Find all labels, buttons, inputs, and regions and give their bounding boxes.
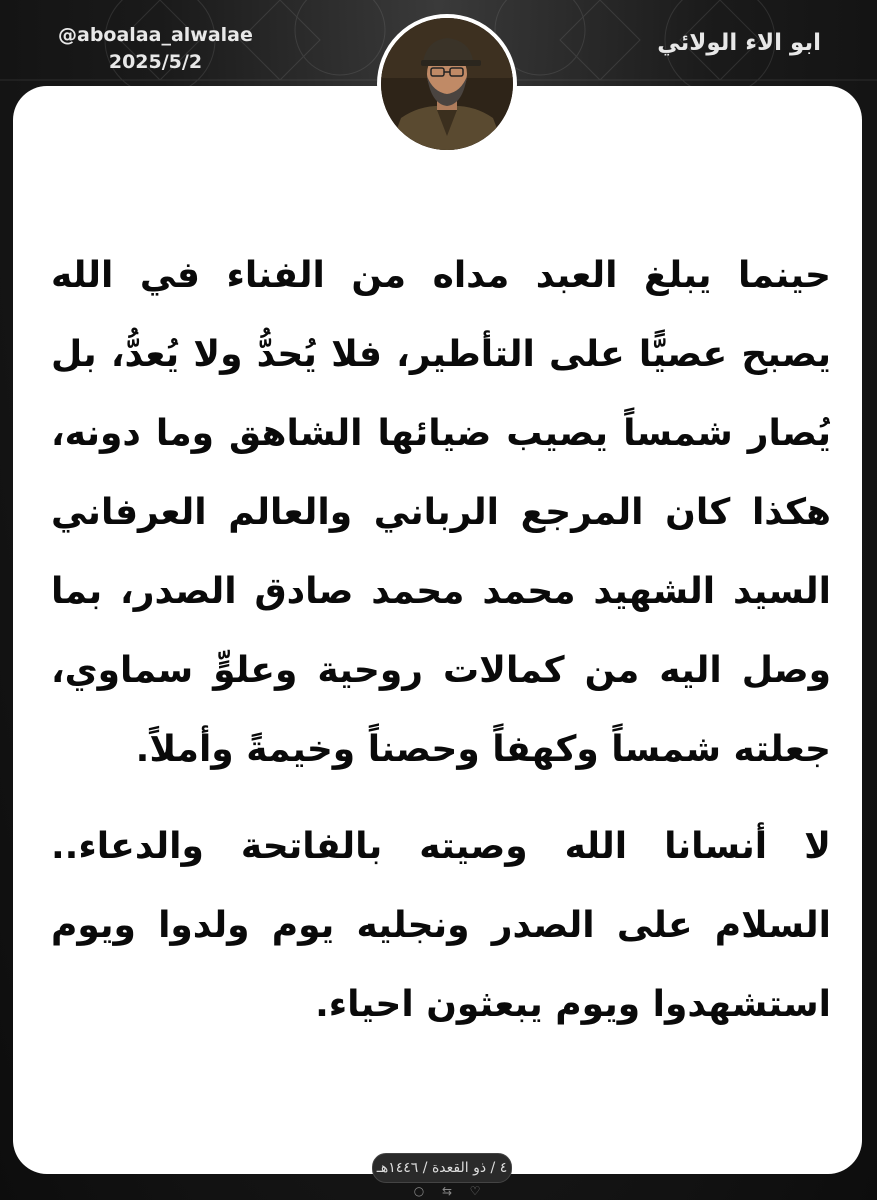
comment-icon[interactable]: ○ [413, 1184, 425, 1198]
header-handle-block [58, 22, 253, 76]
like-icon[interactable]: ♡ [469, 1184, 481, 1198]
post-text [51, 236, 831, 1044]
post-paragraph-1: حينما يبلغ العبد مداه من الفناء في الله يصبح عصيًّا على التأطير، فلا يُحدُّ ولا يُعدُّ، بل يُصار شمساً يصيب ضيائها الشاهق وما دونه، هكذا كان المرجع الرباني والعالم العرفاني السيد الشهيد محمد محمد صادق الصدر، بما وصل اليه من كمالات روحية وعلوٍّ سماوي، جعلته شمساً وكهفاً وحصناً وخيمةً وأملاً. [51, 255, 831, 770]
username-handle: @aboalaa_alwalae [58, 24, 253, 46]
repost-icon[interactable]: ⇆ [441, 1184, 453, 1198]
post-date: 2025/5/2 [108, 51, 203, 73]
profile-photo-icon [381, 18, 513, 150]
post-card [13, 86, 862, 1174]
hijri-date-badge: ٤ / ذو القعدة / ١٤٤٦هـ [372, 1153, 512, 1183]
author-name: ابو الاء الولائي [657, 30, 821, 56]
post-paragraph-2: لا أنسانا الله وصيته بالفاتحة والدعاء.. السلام على الصدر ونجليه يوم ولدوا ويوم استشهدوا ويوم يبعثون احياء. [51, 826, 831, 1025]
action-bar [412, 1184, 482, 1198]
avatar [377, 14, 517, 154]
